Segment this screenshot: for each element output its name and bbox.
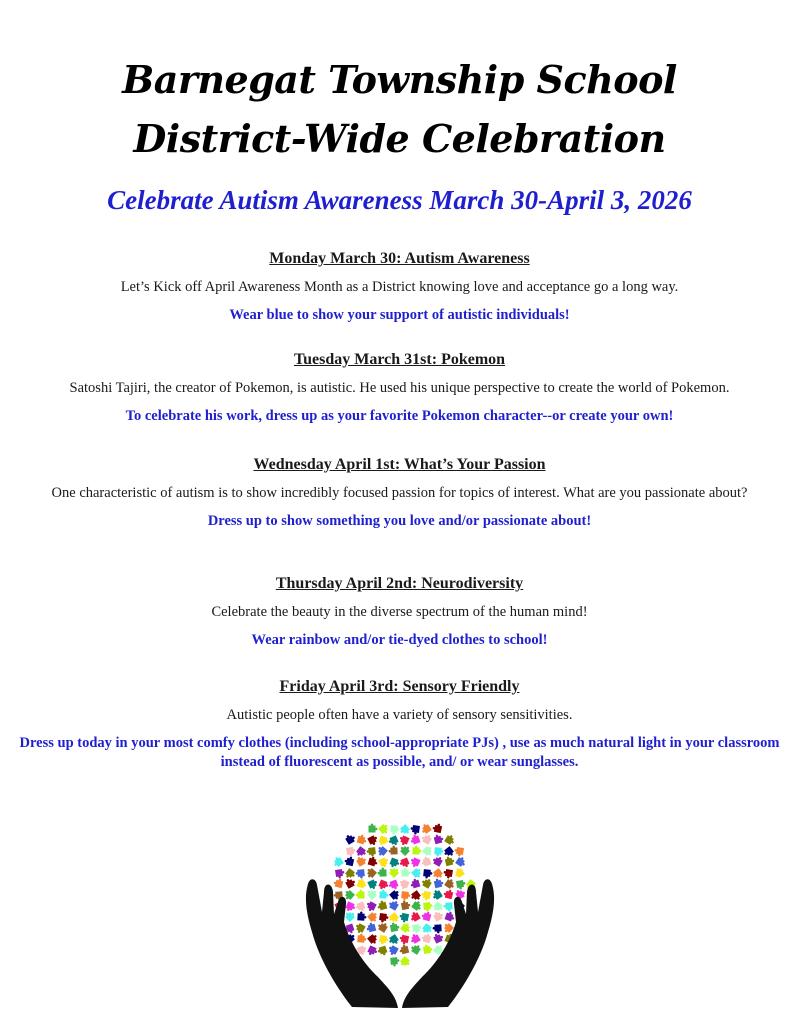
- puzzle-piece: [409, 834, 420, 845]
- puzzle-piece: [455, 856, 467, 868]
- puzzle-piece: [432, 924, 441, 933]
- hands-holding-puzzle-globe-icon: [300, 812, 500, 1022]
- puzzle-piece: [452, 867, 464, 879]
- puzzle-piece: [366, 887, 379, 900]
- day-section-monday: [30, 249, 769, 325]
- puzzle-piece: [412, 845, 421, 854]
- puzzle-piece: [423, 902, 433, 912]
- day-section-friday: [15, 677, 784, 772]
- day-heading: Tuesday March 31st: Pokemon: [293, 351, 506, 368]
- puzzle-piece: [409, 857, 421, 869]
- puzzle-piece: [344, 855, 355, 866]
- puzzle-piece: [357, 933, 367, 943]
- page-title-line-2: District-Wide Celebration: [133, 116, 666, 161]
- puzzle-piece: [378, 836, 389, 847]
- puzzle-piece: [368, 856, 379, 867]
- puzzle-piece: [421, 910, 432, 921]
- puzzle-piece: [445, 911, 456, 922]
- puzzle-piece: [346, 847, 357, 858]
- day-heading: Wednesday April 1st: What’s Your Passion: [253, 456, 546, 473]
- puzzle-piece: [355, 902, 366, 913]
- puzzle-piece: [355, 846, 368, 859]
- puzzle-piece: [444, 855, 455, 866]
- puzzle-piece: [423, 944, 433, 954]
- puzzle-piece: [376, 900, 387, 911]
- puzzle-piece: [357, 911, 367, 921]
- puzzle-piece: [344, 833, 356, 845]
- puzzle-piece: [421, 833, 433, 845]
- puzzle-piece: [388, 934, 400, 946]
- puzzle-piece: [441, 922, 454, 935]
- puzzle-piece: [333, 877, 344, 888]
- puzzle-piece: [409, 933, 421, 945]
- puzzle-piece: [398, 944, 409, 955]
- puzzle-piece: [365, 922, 376, 933]
- day-description: Celebrate the beauty in the diverse spectrum of the human mind!: [211, 604, 588, 620]
- day-heading: Monday March 30: Autism Awareness: [269, 250, 530, 267]
- puzzle-piece: [454, 847, 464, 857]
- puzzle-piece: [399, 843, 412, 856]
- puzzle-piece: [410, 890, 423, 903]
- puzzle-piece: [444, 834, 456, 846]
- puzzle-piece: [367, 911, 380, 924]
- puzzle-piece: [411, 900, 423, 912]
- puzzle-piece: [378, 879, 390, 891]
- puzzle-piece: [422, 845, 435, 858]
- puzzle-piece: [432, 868, 445, 881]
- day-description: Satoshi Tajiri, the creator of Pokemon, is autistic. He used his unique perspective to create the world of Pokemon.: [69, 380, 730, 396]
- puzzle-piece: [388, 879, 400, 891]
- puzzle-piece: [390, 825, 400, 835]
- puzzle-piece: [411, 867, 424, 880]
- puzzle-piece: [409, 878, 420, 889]
- puzzle-piece: [432, 910, 444, 922]
- puzzle-piece: [365, 900, 377, 912]
- puzzle-piece: [377, 946, 388, 957]
- day-heading: Thursday April 2nd: Neurodiversity: [275, 575, 524, 592]
- day-dress-up-action: Dress up today in your most comfy clothes (including school-appropriate PJs) , use as much natural light in your classroom instead of fluorescent as possible, and/ or wear sunglasses.: [19, 735, 780, 770]
- puzzle-piece: [378, 823, 391, 836]
- puzzle-piece: [401, 867, 410, 876]
- puzzle-piece: [388, 865, 401, 878]
- puzzle-piece: [344, 909, 357, 922]
- puzzle-piece: [401, 891, 411, 901]
- puzzle-piece: [421, 932, 432, 943]
- puzzle-piece: [398, 878, 410, 890]
- puzzle-piece: [410, 942, 422, 954]
- puzzle-piece: [367, 945, 379, 957]
- puzzle-piece: [388, 835, 400, 847]
- day-section-thursday: [30, 574, 769, 650]
- puzzle-piece: [389, 889, 402, 902]
- puzzle-piece: [412, 924, 422, 934]
- puzzle-piece: [377, 867, 386, 876]
- puzzle-piece: [357, 834, 368, 845]
- puzzle-piece: [378, 856, 390, 868]
- puzzle-piece: [443, 846, 456, 859]
- puzzle-piece: [409, 911, 421, 923]
- day-section-wednesday: [30, 455, 769, 531]
- puzzle-piece: [367, 879, 379, 891]
- day-dress-up-action: Wear blue to show your support of autistic individuals!: [229, 307, 570, 323]
- puzzle-piece: [345, 901, 357, 913]
- puzzle-piece: [335, 869, 345, 879]
- day-heading: Friday April 3rd: Sensory Friendly: [279, 678, 520, 695]
- puzzle-piece: [355, 869, 365, 879]
- puzzle-piece: [433, 833, 444, 844]
- puzzle-piece: [399, 857, 411, 869]
- puzzle-piece: [430, 889, 442, 901]
- puzzle-piece: [387, 944, 399, 956]
- page-title-line-1: Barnegat Township School: [122, 57, 677, 102]
- page-subtitle: Celebrate Autism Awareness March 30-April 3, 2026: [107, 185, 692, 215]
- puzzle-piece: [443, 888, 454, 899]
- puzzle-piece: [357, 878, 368, 889]
- puzzle-piece: [399, 956, 412, 969]
- day-description: Autistic people often have a variety of sensory sensitivities.: [226, 707, 573, 723]
- puzzle-piece: [399, 824, 412, 837]
- puzzle-piece: [355, 855, 367, 867]
- puzzle-piece: [432, 901, 445, 914]
- puzzle-piece: [388, 912, 400, 924]
- puzzle-piece: [433, 877, 444, 888]
- puzzle-piece: [388, 845, 397, 854]
- puzzle-piece: [399, 912, 410, 923]
- puzzle-piece: [410, 825, 420, 835]
- puzzle-piece: [419, 823, 431, 835]
- puzzle-piece: [388, 899, 400, 911]
- puzzle-piece: [400, 922, 413, 935]
- puzzle-piece: [398, 835, 410, 847]
- puzzle-piece: [379, 889, 388, 898]
- day-dress-up-action: Dress up to show something you love and/or passionate about!: [207, 513, 592, 529]
- puzzle-piece: [443, 869, 453, 879]
- puzzle-piece: [369, 824, 378, 833]
- puzzle-piece: [421, 923, 434, 936]
- puzzle-piece: [444, 878, 456, 890]
- day-description: One characteristic of autism is to show incredibly focused passion for topics of interest. What are you passionate about?: [51, 485, 748, 501]
- puzzle-piece: [375, 845, 388, 858]
- day-dress-up-action: Wear rainbow and/or tie-dyed clothes to school!: [251, 632, 548, 648]
- puzzle-piece: [390, 957, 400, 967]
- puzzle-piece: [379, 935, 389, 945]
- puzzle-piece: [432, 932, 444, 944]
- puzzle-piece: [344, 868, 357, 881]
- puzzle-piece: [331, 856, 343, 868]
- puzzle-piece: [367, 933, 380, 946]
- puzzle-piece: [434, 847, 444, 857]
- day-section-tuesday: [30, 350, 769, 426]
- puzzle-piece: [355, 889, 364, 898]
- puzzle-piece: [456, 880, 466, 890]
- day-description: Let’s Kick off April Awareness Month as a District knowing love and acceptance go a long way.: [120, 279, 679, 295]
- puzzle-piece: [344, 877, 356, 889]
- puzzle-piece: [421, 891, 432, 902]
- puzzle-piece: [364, 867, 377, 880]
- puzzle-piece: [398, 934, 409, 945]
- day-dress-up-action: To celebrate his work, dress up as your favorite Pokemon character--or create your own!: [125, 408, 674, 424]
- puzzle-piece: [367, 834, 379, 846]
- puzzle-piece: [379, 913, 389, 923]
- puzzle-piece: [443, 902, 453, 912]
- puzzle-piece: [423, 869, 433, 879]
- puzzle-piece: [390, 922, 401, 933]
- puzzle-piece: [389, 857, 401, 869]
- puzzle-piece: [420, 856, 431, 867]
- puzzle-piece: [354, 922, 366, 934]
- puzzle-piece: [366, 847, 376, 857]
- puzzle-piece: [400, 900, 411, 911]
- puzzle-piece: [432, 823, 443, 834]
